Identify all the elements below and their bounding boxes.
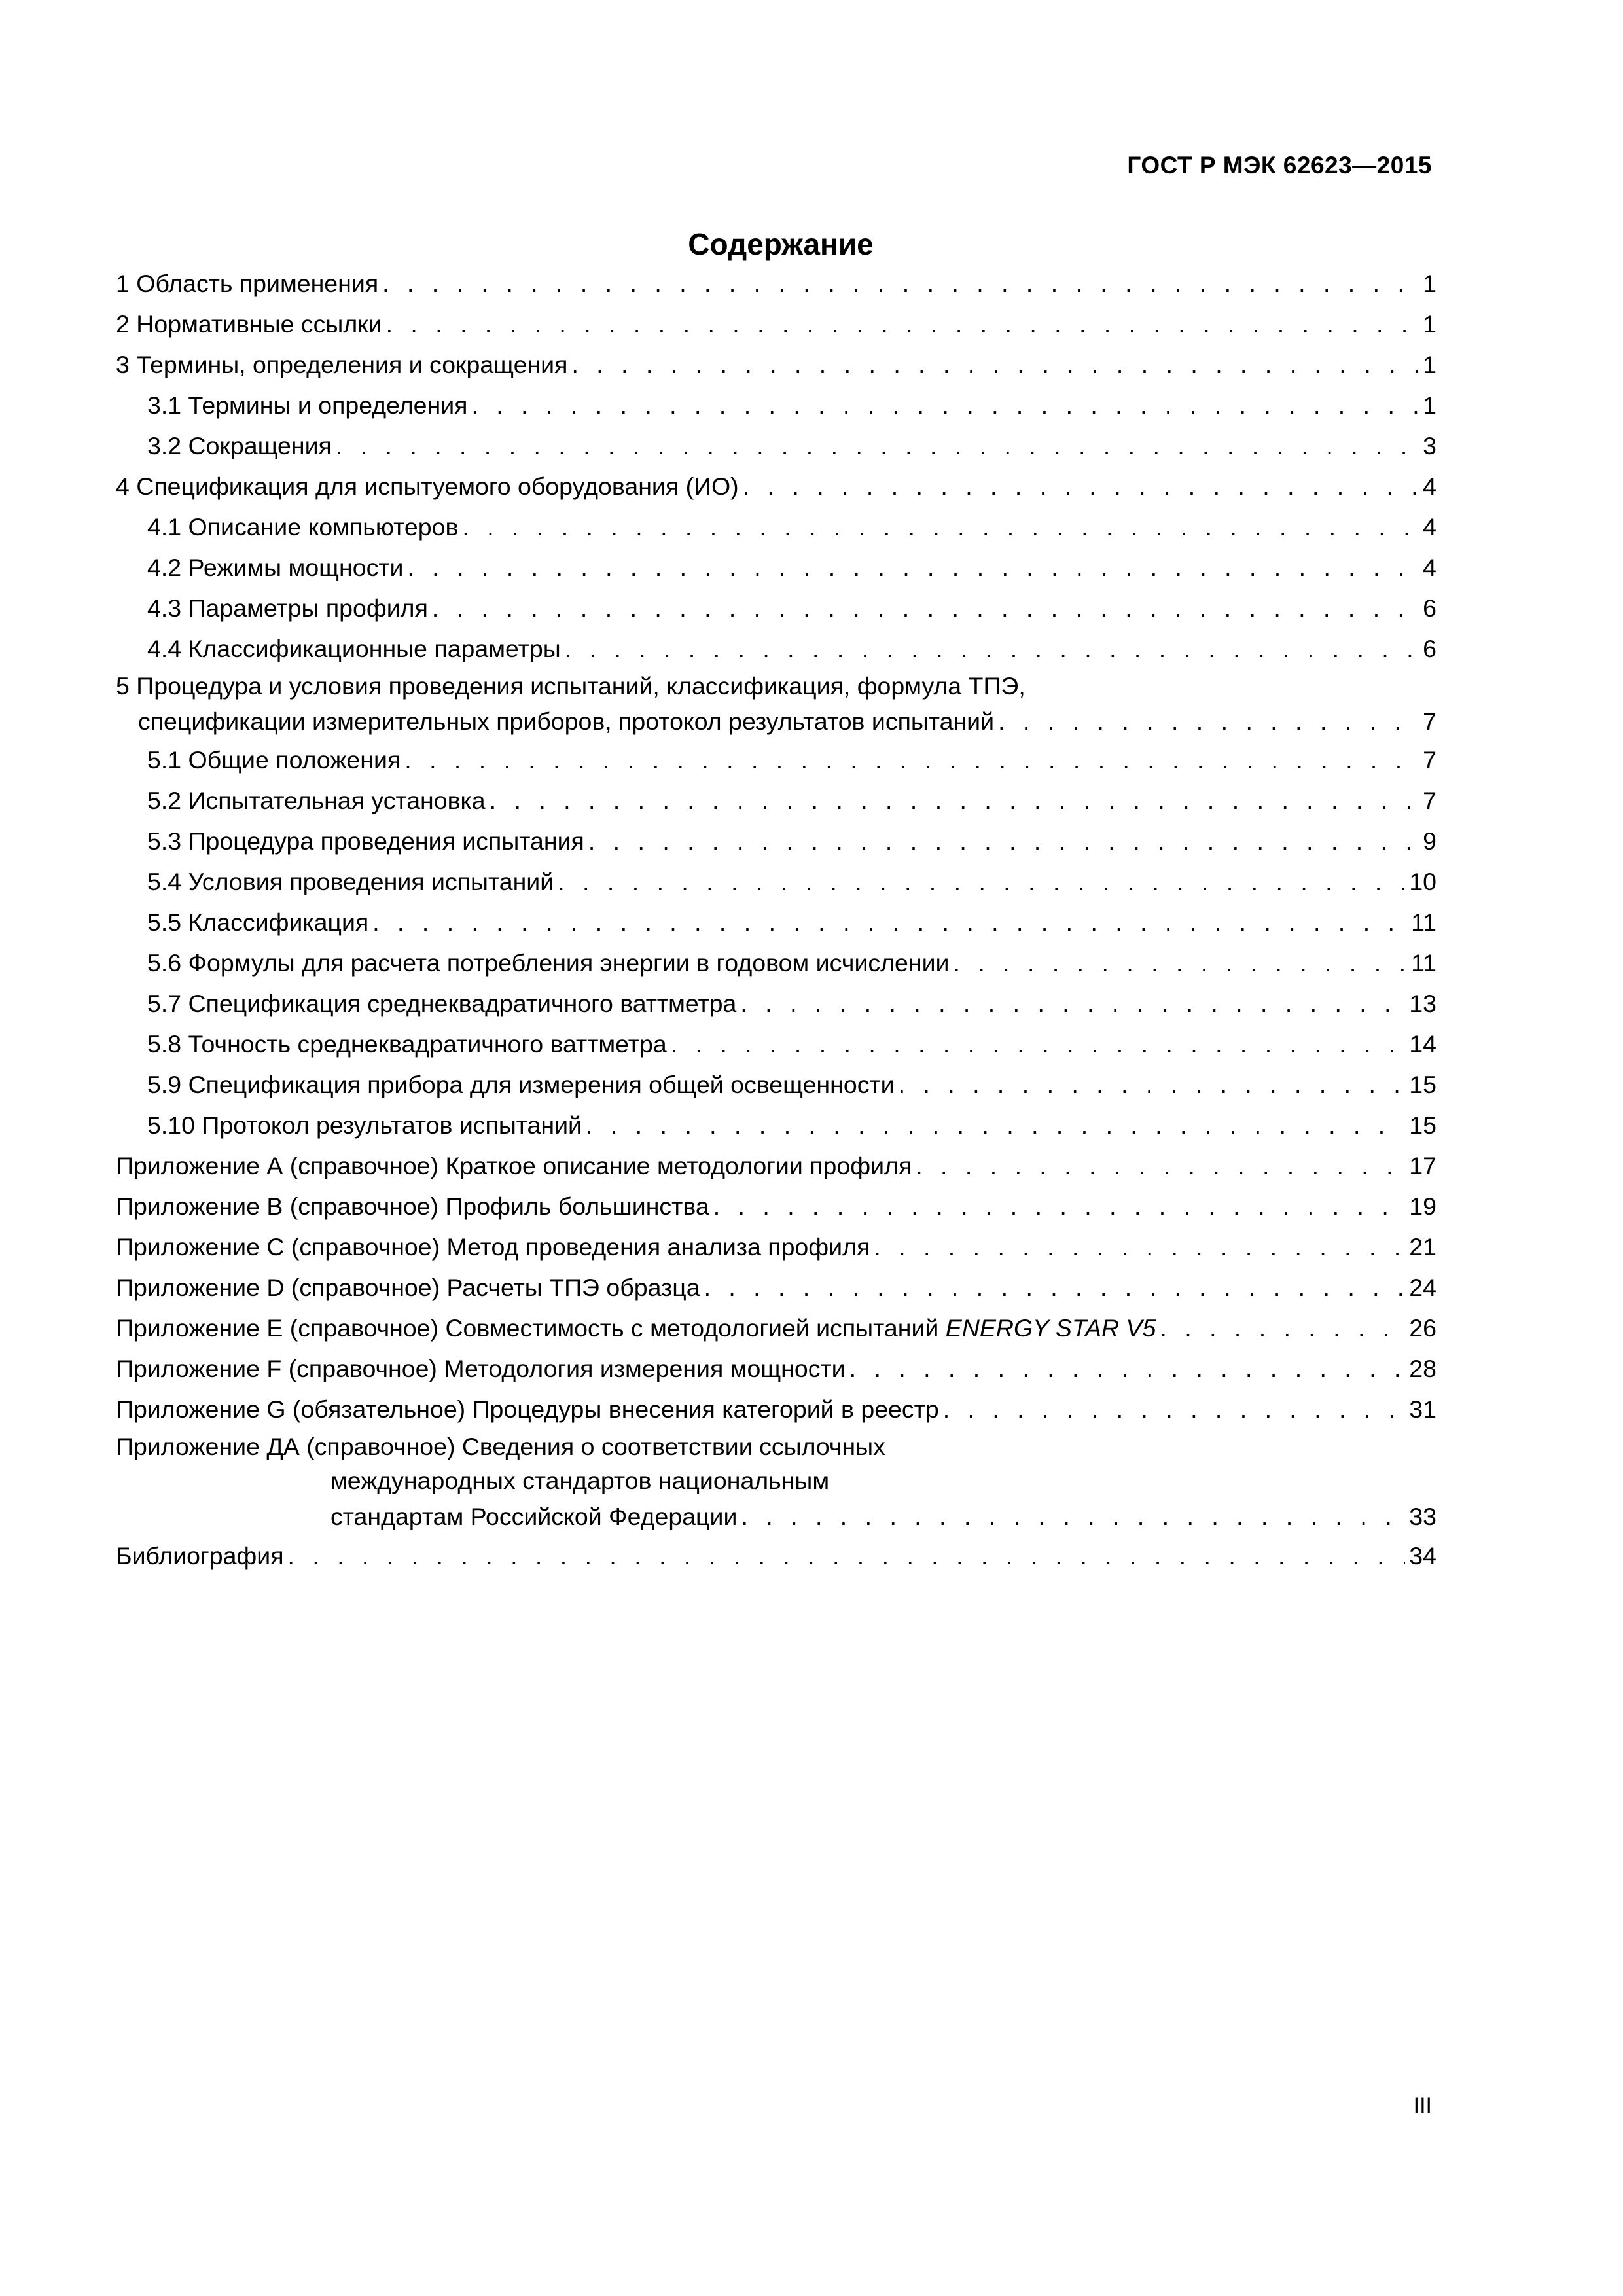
toc-subentry[interactable]: [116, 1105, 1436, 1145]
toc-entry-title: 5.6 Формулы для расчета потребления энергии в годовом исчислении: [147, 949, 950, 977]
toc-entry-page: 15: [1409, 1111, 1436, 1139]
toc-entry-page: 17: [1409, 1152, 1436, 1179]
toc-leader-dots: [462, 507, 1419, 547]
toc-leader-dots: [490, 780, 1419, 821]
toc-entry-page: 34: [1409, 1542, 1436, 1570]
toc-subentry[interactable]: [116, 740, 1436, 780]
toc-leader-dots: [386, 304, 1419, 344]
toc-leader-dots: [740, 983, 1405, 1024]
toc-entry-title: 4.1 Описание компьютеров: [147, 513, 459, 541]
toc-appendix-entry[interactable]: [116, 1227, 1436, 1267]
toc-leader-dots: [404, 740, 1419, 780]
toc-leader-dots: [565, 628, 1419, 669]
toc-entry-title: 4 Спецификация для испытуемого оборудования (ИО): [116, 473, 739, 500]
toc-leader-dots: [943, 1389, 1406, 1429]
toc-entry-page: 11: [1411, 908, 1436, 936]
table-of-contents: [116, 263, 1436, 1576]
toc-appendix-entry[interactable]: [116, 1186, 1436, 1227]
toc-entry-title: Приложение F (справочное) Методология измерения мощности: [116, 1355, 846, 1382]
toc-entry-page: 14: [1409, 1030, 1436, 1058]
toc-entry-title-line: 5 Процедура и условия проведения испытаний, классификация, формула ТПЭ,: [116, 672, 1026, 700]
toc-entry[interactable]: [116, 263, 1436, 304]
toc-leader-dots: [432, 588, 1419, 628]
toc-entry-title: 5.9 Спецификация прибора для измерения общей освещенности: [147, 1071, 895, 1098]
toc-entry-page: 3: [1423, 432, 1436, 459]
toc-entry[interactable]: [116, 344, 1436, 385]
toc-entry[interactable]: [116, 466, 1436, 507]
toc-subentry[interactable]: [116, 588, 1436, 628]
toc-entry-page: 1: [1423, 270, 1436, 297]
toc-subentry[interactable]: [116, 1064, 1436, 1105]
toc-leader-dots: [288, 1535, 1406, 1576]
toc-entry-continuation: [116, 1498, 1436, 1535]
toc-entry-title: 4.3 Параметры профиля: [147, 594, 428, 622]
toc-entry-title: Приложение В (справочное) Профиль большинства: [116, 1193, 709, 1220]
toc-leader-dots: [713, 1186, 1406, 1227]
toc-entry-title-line: Приложение ДА (справочное) Сведения о соответствии ссылочных: [116, 1433, 885, 1460]
toc-subentry[interactable]: [116, 425, 1436, 466]
toc-appendix-entry[interactable]: [116, 1389, 1436, 1429]
toc-leader-dots: [874, 1227, 1405, 1267]
toc-leader-dots: [407, 547, 1419, 588]
toc-leader-dots: [382, 263, 1419, 304]
toc-subentry[interactable]: [116, 821, 1436, 861]
toc-entry-title: Приложение D (справочное) Расчеты ТПЭ образца: [116, 1274, 700, 1301]
toc-leader-dots: [586, 1105, 1405, 1145]
toc-leader-dots: [998, 703, 1419, 740]
toc-entry-title: 1 Область применения: [116, 270, 379, 297]
toc-entry-title: 5.2 Испытательная установка: [147, 787, 486, 814]
toc-subentry[interactable]: [116, 507, 1436, 547]
toc-appendix-entry[interactable]: [116, 1267, 1436, 1308]
toc-entry[interactable]: [116, 304, 1436, 344]
toc-subentry[interactable]: [116, 983, 1436, 1024]
toc-entry-title-line: спецификации измерительных приборов, протокол результатов испытаний: [138, 708, 995, 735]
toc-entry[interactable]: [116, 1535, 1436, 1576]
toc-entry-title: 5.5 Классификация: [147, 908, 369, 936]
toc-leader-dots: [1160, 1308, 1405, 1348]
toc-entry-page: 7: [1423, 708, 1436, 735]
toc-entry-page: 33: [1409, 1503, 1436, 1530]
toc-leader-dots: [588, 821, 1419, 861]
toc-leader-dots: [571, 344, 1419, 385]
toc-entry-title: Приложение С (справочное) Метод проведения анализа профиля: [116, 1233, 870, 1261]
toc-subentry[interactable]: [116, 385, 1436, 425]
toc-leader-dots: [741, 1498, 1405, 1535]
toc-subentry[interactable]: [116, 628, 1436, 669]
toc-entry-page: 7: [1423, 746, 1436, 774]
toc-appendix-entry[interactable]: [116, 1145, 1436, 1186]
toc-entry-page: 6: [1423, 635, 1436, 662]
toc-entry-multiline[interactable]: [116, 669, 1436, 740]
toc-entry-title-line: стандартам Российской Федерации: [330, 1503, 738, 1530]
toc-leader-dots: [916, 1145, 1405, 1186]
toc-appendix-entry-multiline[interactable]: [116, 1429, 1436, 1535]
toc-appendix-entry[interactable]: [116, 1308, 1436, 1348]
toc-subentry[interactable]: [116, 780, 1436, 821]
toc-leader-dots: [336, 425, 1419, 466]
toc-entry-page: 6: [1423, 594, 1436, 622]
toc-entry-title-text: Приложение E (справочное) Совместимость с методологией испытаний: [116, 1314, 946, 1342]
page-number: III: [1413, 2093, 1432, 2118]
toc-entry-title-line: международных стандартов национальным: [330, 1467, 830, 1494]
toc-entry-title: [116, 1308, 1156, 1348]
toc-entry-title: 4.4 Классификационные параметры: [147, 635, 561, 662]
toc-entry-title: 3 Термины, определения и сокращения: [116, 351, 568, 378]
toc-entry-page: 4: [1423, 473, 1436, 500]
toc-entry-page: 1: [1423, 391, 1436, 419]
toc-entry-page: 4: [1423, 554, 1436, 581]
toc-entry-title: 5.4 Условия проведения испытаний: [147, 868, 554, 895]
toc-entry-page: 26: [1409, 1314, 1436, 1342]
toc-entry-title: Приложение G (обязательное) Процедуры внесения категорий в реестр: [116, 1395, 939, 1423]
toc-entry-title: 5.1 Общие положения: [147, 746, 401, 774]
toc-entry-page: 10: [1409, 868, 1436, 895]
toc-leader-dots: [558, 861, 1405, 902]
toc-entry-page: 13: [1409, 990, 1436, 1017]
toc-subentry[interactable]: [116, 942, 1436, 983]
toc-entry-title: 3.1 Термины и определения: [147, 391, 468, 419]
toc-subentry[interactable]: [116, 547, 1436, 588]
toc-leader-dots: [849, 1348, 1406, 1389]
toc-leader-dots: [954, 942, 1408, 983]
toc-entry-title: 3.2 Сокращения: [147, 432, 332, 459]
document-code: ГОСТ Р МЭК 62623—2015: [1127, 152, 1432, 179]
toc-entry-title: 5.10 Протокол результатов испытаний: [147, 1111, 582, 1139]
toc-entry-continuation: [116, 703, 1436, 740]
toc-leader-dots: [743, 466, 1419, 507]
toc-entry-page: 28: [1409, 1355, 1436, 1382]
toc-entry-page: 1: [1423, 351, 1436, 378]
toc-entry-page: 21: [1409, 1233, 1436, 1261]
toc-entry-page: 31: [1409, 1395, 1436, 1423]
toc-entry-page: 7: [1423, 787, 1436, 814]
toc-entry-page: 24: [1409, 1274, 1436, 1301]
toc-appendix-entry[interactable]: [116, 1348, 1436, 1389]
toc-entry-title: 5.3 Процедура проведения испытания: [147, 827, 584, 855]
toc-leader-dots: [372, 902, 1407, 942]
toc-subentry[interactable]: [116, 861, 1436, 902]
toc-entry-page: 9: [1423, 827, 1436, 855]
toc-entry-page: 15: [1409, 1071, 1436, 1098]
toc-entry-title: Приложение А (справочное) Краткое описание методологии профиля: [116, 1152, 912, 1179]
toc-entry-title: 4.2 Режимы мощности: [147, 554, 404, 581]
toc-leader-dots: [671, 1024, 1406, 1064]
toc-subentry[interactable]: [116, 902, 1436, 942]
toc-entry-page: 11: [1411, 949, 1436, 977]
toc-entry-title: Библиография: [116, 1542, 284, 1570]
toc-leader-dots: [899, 1064, 1406, 1105]
toc-entry-title: 5.8 Точность среднеквадратичного ваттметра: [147, 1030, 667, 1058]
toc-entry-page: 1: [1423, 310, 1436, 338]
toc-entry-page: 4: [1423, 513, 1436, 541]
toc-entry-title: 5.7 Спецификация среднеквадратичного ваттметра: [147, 990, 737, 1017]
toc-entry-page: 19: [1409, 1193, 1436, 1220]
toc-subentry[interactable]: [116, 1024, 1436, 1064]
toc-leader-dots: [471, 385, 1419, 425]
toc-leader-dots: [704, 1267, 1406, 1308]
toc-heading: Содержание: [688, 227, 874, 261]
toc-entry-title-italic: ENERGY STAR V5: [945, 1314, 1156, 1342]
toc-entry-title: 2 Нормативные ссылки: [116, 310, 382, 338]
